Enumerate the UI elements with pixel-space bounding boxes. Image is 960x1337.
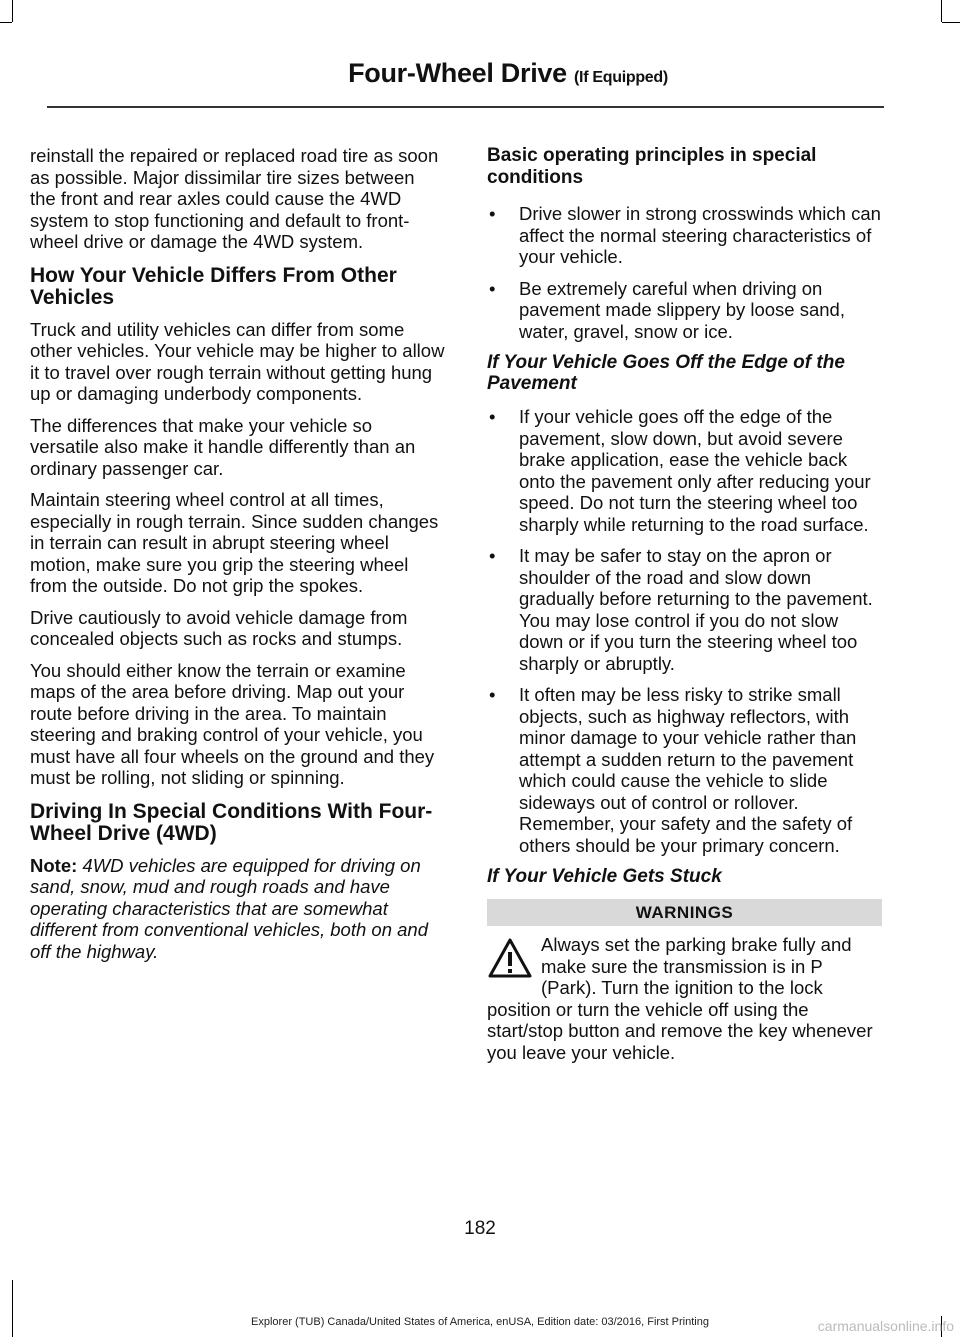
crop-mark: [942, 22, 960, 23]
subsection-heading: Basic operating principles in special conditions: [487, 145, 817, 188]
list-item: [487, 684, 882, 856]
crop-mark: [12, 1280, 13, 1337]
warning-text: Always set the parking brake fully and make sure the transmission is in P (Park). Turn the ignition to the lock position or turn the vehicle off using the start/stop button and remove the key whenever you leave your vehicle.: [487, 934, 873, 1063]
paragraph: Drive cautiously to avoid vehicle damage from concealed objects such as rocks and stumps.: [30, 606, 408, 649]
paragraph: You should either know the terrain or examine maps of the area before driving. Map out your route before driving in the area. To maintain steering and braking control of your vehicle, you must have all four wheels on the ground and they must be rolling, not sliding or spinning.: [30, 659, 435, 788]
list-item-text: It often may be less risky to strike small objects, such as highway reflectors, with minor damage to your vehicle rather than attempt a sudden return to the pavement which could cause the vehicle to slide sideways out of control or rollover. Remember, your safety and the safety of others should be your primary concern.: [519, 684, 857, 856]
crop-mark: [941, 0, 942, 22]
subsection-heading: If Your Vehicle Gets Stuck: [487, 866, 722, 887]
page-title-subtitle: (If Equipped): [574, 69, 668, 86]
page-header: [0, 58, 960, 98]
page-number: 182: [464, 1218, 496, 1239]
left-column: [30, 145, 445, 972]
list-item-text: Drive slower in strong crosswinds which can affect the normal steering characteristics of your vehicle.: [519, 203, 881, 267]
bullet-list: [487, 406, 882, 856]
note-label: Note:: [30, 854, 78, 876]
list-item: [487, 545, 882, 674]
section-heading: How Your Vehicle Differs From Other Vehicles: [30, 263, 397, 309]
watermark: carmanualsonline.info: [817, 1318, 954, 1334]
warning-block: [487, 934, 882, 1063]
paragraph: The differences that make your vehicle so versatile also make it handle differently than an ordinary passenger car.: [30, 414, 416, 479]
crop-mark: [12, 0, 13, 22]
warning-triangle-icon: [487, 936, 533, 982]
bullet: •: [489, 684, 496, 705]
bullet: •: [489, 277, 496, 299]
list-item-text: Be extremely careful when driving on pavement made slippery by loose sand, water, gravel, snow or ice.: [519, 277, 845, 342]
bullet: •: [489, 545, 496, 566]
paragraph: Maintain steering wheel control at all times, especially in rough terrain. Since sudden changes in terrain can result in abrupt steering wheel motion, make sure you grip the steering wheel from the outside. Do not grip the spokes.: [30, 489, 439, 596]
list-item: [487, 203, 882, 268]
list-item: [487, 406, 882, 535]
bullet: •: [489, 406, 496, 427]
subsection-heading: If Your Vehicle Goes Off the Edge of the Pavement: [487, 352, 845, 394]
list-item-text: If your vehicle goes off the edge of the pavement, slow down, but avoid severe brake application, ease the vehicle back onto the pavement only after reducing your speed. Do not turn the steering wheel too sharply while returning to the road surface.: [519, 406, 871, 535]
list-item: [487, 278, 882, 343]
note-text: 4WD vehicles are equipped for driving on sand, snow, mud and rough roads and have operating characteristics that are somewhat different from conventional vehicles, both on and off the highway.: [30, 854, 428, 962]
list-item-text: It may be safer to stay on the apron or shoulder of the road and slow down gradually before returning to the pavement. You may lose control if you do not slow down or if you turn the steering wheel too sharply or abruptly.: [519, 545, 873, 674]
section-heading: Driving In Special Conditions With Four-Wheel Drive (4WD): [30, 799, 433, 845]
bullet-list: [487, 203, 882, 342]
bullet: •: [489, 203, 496, 224]
paragraph: reinstall the repaired or replaced road tire as soon as possible. Major dissimilar tire sizes between the front and rear axles could cause the 4WD system to stop functioning and default to front-wheel drive or damage the 4WD system.: [30, 145, 439, 252]
page-title: [258, 58, 758, 89]
header-divider: [47, 106, 884, 108]
warnings-banner: WARNINGS: [487, 899, 882, 926]
crop-mark: [0, 22, 12, 23]
note: [30, 855, 445, 963]
right-column: [487, 145, 882, 1063]
paragraph: Truck and utility vehicles can differ from some other vehicles. Your vehicle may be higher to allow it to travel over rough terrain without getting hung up or damaging underbody components.: [30, 318, 445, 404]
page-title-text: Four-Wheel Drive: [348, 58, 567, 88]
footer-text: Explorer (TUB) Canada/United States of America, enUSA, Edition date: 03/2016, First Printing: [251, 1316, 709, 1328]
